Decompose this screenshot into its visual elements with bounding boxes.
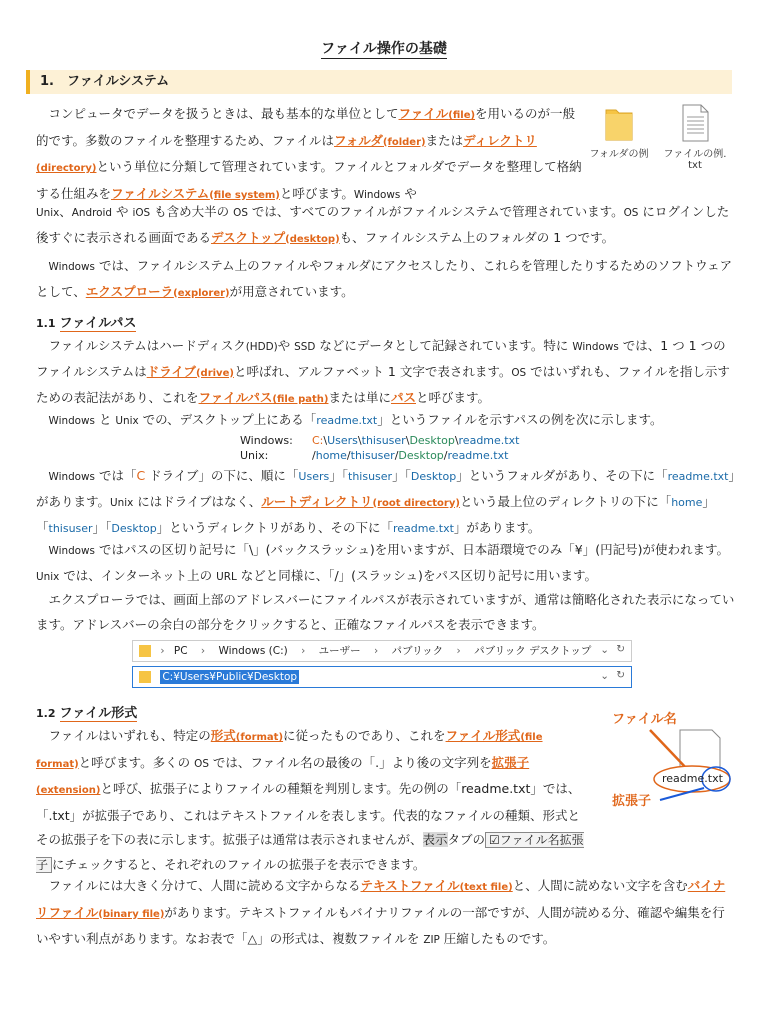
chevron-right-icon: › <box>160 645 165 657</box>
refresh-icon[interactable]: ↻ <box>616 643 625 655</box>
chevron-down-icon[interactable]: ⌄ <box>600 644 609 656</box>
folder-icon <box>604 104 634 142</box>
callout-filename: ファイル名 <box>612 712 677 727</box>
breadcrumb-public-desktop[interactable]: パブリック デスクトップ <box>474 645 592 657</box>
subsection-1-1-heading: 1.1 ファイルパス <box>36 316 137 331</box>
subsection-1-2-heading: 1.2 ファイル形式 <box>36 706 138 721</box>
paragraph-separator: Windows ではパスの区切り記号に「\」(バックスラッシュ)を用いますが、日本語環境でのみ「¥」(円記号)が使われます。Unix では、インターネット上の URL などと同様に、「/」(スラッシュ)をパス区切り記号に用います。 <box>36 542 729 583</box>
file-callout-graphic <box>640 726 740 806</box>
breadcrumb-windows-c[interactable]: Windows (C:) <box>218 645 288 657</box>
chevron-right-icon: › <box>301 645 306 657</box>
callout-sample-filename: readme.txt <box>662 772 723 785</box>
section-header: 1. ファイルシステム <box>26 70 732 94</box>
chevron-down-icon[interactable]: ⌄ <box>600 670 609 682</box>
breadcrumb-users[interactable]: ユーザー <box>318 645 361 657</box>
paragraph-filesystem-1: コンピュータでデータを扱うときは、最も基本的な単位としてファイル(file)を用いるのが一般的です。多数のファイルを整理するため、ファイルはフォルダ(folder)またはディレクトリ(directory)という単位に分類して管理されています。ファイルとフォルダでデータを整理して格納する仕組みをファイルシステム(file system)と呼びます。Windows や <box>36 106 582 201</box>
file-label: ファイルの例. txt <box>663 149 727 171</box>
folder-example <box>588 104 650 160</box>
paragraph-explorer: Windows では、ファイルシステム上のファイルやフォルダにアクセスしたり、これらを管理したりするためのソフトウェアとして、エクスプローラ(explorer)が用意されています。 <box>36 258 733 299</box>
page-title: ファイル操作の基礎 <box>321 41 447 57</box>
address-bar-full-path[interactable] <box>132 666 632 688</box>
paragraph-format-2: ファイルには大きく分けて、人間に読める文字からなるテキストファイル(text file)と、人間に読めない文字を含むバイナリファイル(binary file)があります。テキストファイルもバイナリファイルの一部ですが、人間が読める分、確認や編集を行いやすい利点があります。なお表で「△」の形式は、複数ファイルを ZIP 圧縮したものです。 <box>36 878 726 946</box>
paragraph-filesystem-2: Unix、Android や iOS も含め大半の OS では、すべてのファイルがファイルシステムで管理されています。OS にログインした後すぐに表示される画面であるデスクトップ(desktop)も、ファイルシステム上のフォルダの 1 つです。 <box>36 204 730 245</box>
callout-extension: 拡張子 <box>612 794 652 809</box>
file-example <box>660 104 730 171</box>
paragraph-filepath-1: ファイルシステムはハードディスク(HDD)や SSD などにデータとして記録されています。特に Windows では、1 つ 1 つのファイルシステムはドライブ(drive)と呼ばれ、アルファベット 1 文字で表されます。OS ではいずれも、ファイルを指し示すための表記法があり、これをファイルパス(file path)または単にパスと呼びます。 <box>36 338 730 405</box>
text-file-icon <box>680 104 710 142</box>
refresh-icon[interactable]: ↻ <box>616 669 625 681</box>
chevron-right-icon: › <box>200 645 206 657</box>
chevron-right-icon: › <box>456 645 461 657</box>
address-bar-breadcrumb[interactable] <box>132 640 632 662</box>
paragraph-path-explained: Windows では「C ドライブ」の下に、順に「Users」「thisuser」「Desktop」というフォルダがあり、その下に「readme.txt」があります。Unix にはドライブはなく、ルートディレクトリ(root directory)という最上位のディレクトリの下に「home」「thisuser」「Desktop」というディレクトリがあり、その下に「readme.txt」があります。 <box>36 468 735 535</box>
folder-label: フォルダの例 <box>589 149 649 160</box>
paragraph-format-1: ファイルはいずれも、特定の形式(format)に従ったものであり、これをファイル形式(file format)と呼びます。多くの OS では、ファイル名の最後の「.」より後の文字列を拡張子(extension)と呼び、拡張子によりファイルの種類を判別します。先の例の「readme.txt」では、「.txt」が拡張子であり、これはテキストファイルを表します。代表的なファイルの種類、形式とその拡張子を下の表に示します。拡張子は通常は表示されませんが、表示タブの ☑ファイル名拡張子 にチェックすると、それぞれのファイルの拡張子を表示できます。 <box>36 728 584 872</box>
paragraph-filepath-example: Windows と Unix での、デスクトップ上にある「readme.txt」というファイルを示すパスの例を次に示します。 <box>48 412 663 427</box>
breadcrumb-pc[interactable]: PC <box>173 645 188 657</box>
address-bar-input[interactable]: C:¥Users¥Public¥Desktop <box>162 671 298 683</box>
unix-path-row: Unix: /home/thisuser/Desktop/readme.txt <box>240 449 509 462</box>
breadcrumb-public[interactable]: パブリック <box>391 645 444 657</box>
paragraph-addressbar: エクスプローラでは、画面上部のアドレスバーにファイルパスが表示されていますが、通常は簡略化された表示になっています。アドレスバーの余白の部分をクリックすると、正確なファイルパスを表示できます。 <box>36 592 735 632</box>
folder-icon <box>139 671 151 683</box>
folder-icon <box>139 645 151 657</box>
chevron-right-icon: › <box>373 645 379 657</box>
windows-path-row: Windows: C:\Users\thisuser\Desktop\readme.txt <box>240 434 520 447</box>
